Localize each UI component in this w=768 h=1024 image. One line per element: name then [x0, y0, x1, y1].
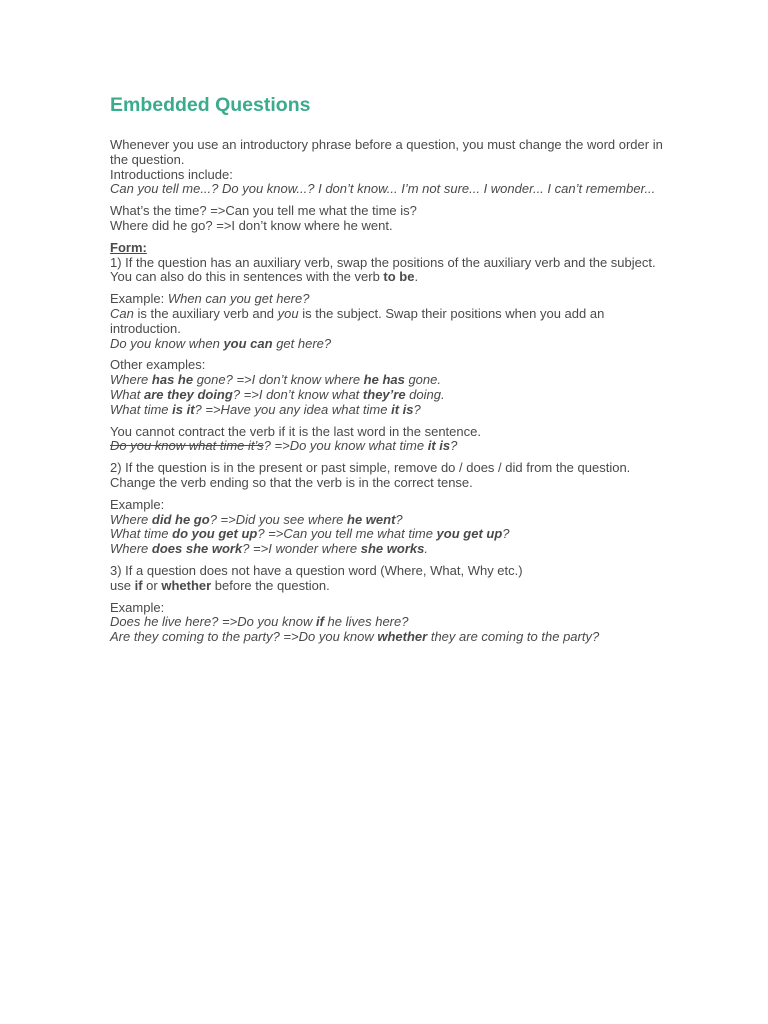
- other-example-2: What are they doing? =>I don’t know what they’re doing.: [110, 386, 445, 402]
- example-3-line-2: Are they coming to the party? =>Do you know whether they are coming to the party?: [110, 629, 600, 645]
- example-2-line-2: What time do you get up? =>Can you tell me what time you get up?: [110, 526, 510, 542]
- ans-text-1: Do you know when: [110, 335, 224, 351]
- rule-3-block: [110, 564, 666, 594]
- other-examples-label: Other examples:: [110, 357, 206, 373]
- example-1-answer: [110, 337, 666, 352]
- example-label: Example:: [110, 291, 168, 307]
- rule-1-text: 1) If the question has an auxiliary verb, swap the positions of the auxiliary verb and the subject. You can also do this in sentences with the verb: [110, 254, 656, 285]
- example-3-line-1: Does he live here? =>Do you know if he lives here?: [110, 614, 409, 630]
- intro-label: Introductions include:: [110, 166, 233, 182]
- example-2-label: Example:: [110, 496, 165, 512]
- contract-rule: You cannot contract the verb if it is the last word in the sentence.: [110, 423, 481, 439]
- form-section: [110, 241, 666, 285]
- form-heading: Form:: [110, 239, 147, 255]
- expl-aux: Can: [110, 305, 134, 321]
- ans-emphasis: you can: [223, 335, 273, 351]
- other-examples-block: [110, 358, 666, 417]
- other-example-1: Where has he gone? =>I don’t know where he has gone.: [110, 372, 441, 388]
- example-1-block: [110, 292, 666, 351]
- example-3-block: [110, 601, 666, 645]
- rule-1-end: .: [414, 269, 419, 285]
- rule-2-block: [110, 461, 666, 491]
- other-example-3: What time is it? =>Have you any idea what time it is?: [110, 401, 421, 417]
- intro-phrases: Can you tell me...? Do you know...? I don’t know... I’m not sure... I wonder... I can’t remember...: [110, 181, 656, 197]
- contract-block: [110, 425, 666, 455]
- struck-example: Do you know what time it’s: [110, 438, 264, 454]
- document-content: [110, 93, 666, 652]
- top-example-2: Where did he go? =>I don’t know where he went.: [110, 217, 393, 233]
- example-1-explanation: [110, 307, 666, 337]
- expl-subject: you: [277, 305, 299, 321]
- rule-2: 2) If the question is in the present or past simple, remove do / does / did from the question. Change the verb ending so that the verb is in the correct tense.: [110, 460, 631, 490]
- rule-1-emphasis: to be: [383, 269, 415, 285]
- expl-text-2: is the subject. Swap their positions when you add an introduction.: [110, 305, 605, 336]
- contract-example: Do you know what time it’s? =>Do you know what time it is?: [110, 438, 458, 454]
- example-2-line-1: Where did he go? =>Did you see where he went?: [110, 511, 403, 527]
- expl-text-1: is the auxiliary verb and: [133, 305, 278, 321]
- example-2-block: [110, 498, 666, 557]
- page-title: Embedded Questions: [110, 94, 311, 116]
- top-examples: [110, 204, 666, 234]
- top-example-1: What’s the time? =>Can you tell me what the time is?: [110, 203, 417, 219]
- example-1-line: [110, 292, 666, 307]
- example-2-line-3: Where does she work? =>I wonder where she works.: [110, 541, 428, 557]
- rule-3-line-2: use if or whether before the question.: [110, 577, 330, 593]
- example-3-label: Example:: [110, 599, 165, 615]
- rule-1: [110, 256, 666, 286]
- intro-text: Whenever you use an introductory phrase before a question, you must change the word order in the question.: [110, 137, 663, 167]
- ans-text-2: get here?: [272, 335, 332, 351]
- rule-3-line-1: 3) If a question does not have a question word (Where, What, Why etc.): [110, 562, 523, 578]
- example-1-question: When can you get here?: [167, 291, 310, 307]
- intro-paragraph: [110, 138, 666, 197]
